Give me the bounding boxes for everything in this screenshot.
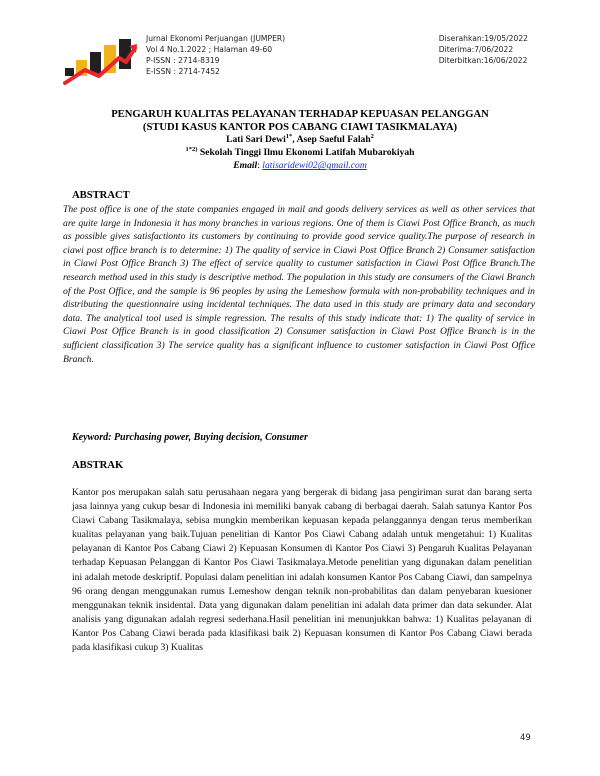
publication-dates bbox=[439, 34, 528, 67]
abstract-heading: ABSTRACT bbox=[72, 190, 130, 201]
journal-name: Jurnal Ekonomi Perjuangan (JUMPER) bbox=[146, 34, 286, 43]
email-link[interactable]: latisaridewi02@gmail.com bbox=[262, 160, 367, 172]
author-list bbox=[60, 134, 540, 147]
journal-logo-icon bbox=[63, 36, 139, 86]
author-2-marker: 2 bbox=[370, 133, 374, 140]
affiliation-name: Sekolah Tinggi Ilmu Ekonomi Latifah Mubarokiyah bbox=[197, 146, 415, 158]
email-line bbox=[60, 159, 540, 172]
abstrak-text: Kantor pos merupakan salah satu perusahaan negara yang bergerak di bidang jasa pengiriman surat dan barang serta jasa lainnya yang cukup besar di Indonesia ini memiliki banyak cabang di berbagai daerah. Salah satunya Kantor Pos Ciawi Cabang Tasikmalaya, sebisa mungkin memberikan kepuasan kepada pelanggannya dengan terus memberikan kualitas pelayanan yang baik.Tujuan penelitian di Kantor Pos Ciawi Cabang adalah untuk mengetahui: 1) Kualitas pelayanan di Kantor Pos Cabang Ciawi 2) Kepuasan Konsumen di Kantor Pos Ciawi 3) Pengaruh Kualitas Pelayanan terhadap Kepuasan Pelanggan di Kantor Pos Ciawi Tasikmalaya.Metode penelitian yang digunakan dalam penelitian ini adalah metode deskriptif. Populasi dalam penelitian ini adalah konsumen Kantor Pos Cabang Ciawi, dan sampelnya 96 orang dengan menggunakan rumus Lemeshow dengan teknik non-probabilitas dan dalam penyebaran kuesioner menggunakan teknik insidental. Data yang digunakan dalam penelitian ini adalah data primer dan data sekunder. Alat analisis yang digunakan adalah regresi sederhana.Hasil penelitian ini menunjukkan bahwa: 1) Kualitas pelayanan di Kantor Pos Cabang Ciawi berada pada klasifikasi baik 2) Kepuasan konsumen di Kantor Pos Cabang Ciawi berada pada klasifikasi cukup 3) Kualitas bbox=[72, 487, 532, 654]
abstract-text: The post office is one of the state companies engaged in mail and goods delivery services as well as other services that are quite large in Indonesia it has mony branches in various regions. One of them is Ciawi Post Office Branch, as much as possible gives satisfactionto its customers by continuing to provide good service quality.The purpose of research in ciawi post office branch is to determine: 1) The quality of service in Ciawi Post Office Branch 2) Consumer satisfaction in Ciawi Post Office Branch 3) The effect of service quality to custumer satisfaction in Ciawi Post Office Branch.The research method used in this study is descriptive method. The population in this study are consumers of the Ciawi Branch of the Post Office, and the sample is 96 peoples by using the Lemeshow formula with non-probability techniques and in distributing the questionnaire using incidental techniques. The data used in this study are primary data and secondary data. The analytical tool used is simple regression. The results of this study indicate that: 1) The quality of service in Ciawi Post Office Branch is in good classification 2) Consumer satisfaction in Ciawi Post Office Branch is in the sufficient classification 3) The service quality has a significant influence to customer satisfaction in Ciawi Post Office Branch. bbox=[63, 204, 535, 365]
author-separator: , bbox=[292, 134, 297, 146]
journal-info bbox=[146, 34, 285, 78]
email-label: Email bbox=[233, 160, 258, 172]
affiliation-marker: 1*2) bbox=[185, 145, 198, 153]
paper-title-line-1: PENGARUH KUALITAS PELAYANAN TERHADAP KEPUASAN PELANGGAN bbox=[111, 109, 489, 120]
affiliation bbox=[60, 147, 540, 160]
page-number: 49 bbox=[520, 733, 531, 743]
date-published: Diterbitkan:16/06/2022 bbox=[438, 55, 528, 65]
date-accepted: Diterima:7/06/2022 bbox=[438, 44, 514, 54]
journal-eissn: E-ISSN : 2714-7452 bbox=[146, 66, 220, 76]
date-submitted: Diserahkan:19/05/2022 bbox=[438, 34, 528, 43]
keywords: Keyword: Purchasing power, Buying decision, Consumer bbox=[72, 432, 308, 443]
paper-title-line-2: (STUDI KASUS KANTOR POS CABANG CIAWI TASIKMALAYA) bbox=[142, 121, 458, 133]
journal-volume: Vol 4 No.1.2022 ; Halaman 49-60 bbox=[146, 44, 273, 54]
author-1: Lati Sari Dewi bbox=[226, 134, 286, 146]
abstrak-heading: ABSTRAK bbox=[72, 460, 124, 471]
email-separator: : bbox=[257, 160, 263, 172]
journal-pissn: P-ISSN : 2714-8319 bbox=[146, 55, 220, 65]
author-1-marker: 1* bbox=[285, 133, 293, 140]
title-block bbox=[60, 109, 540, 172]
author-2: Asep Saeful Falah bbox=[296, 134, 371, 146]
